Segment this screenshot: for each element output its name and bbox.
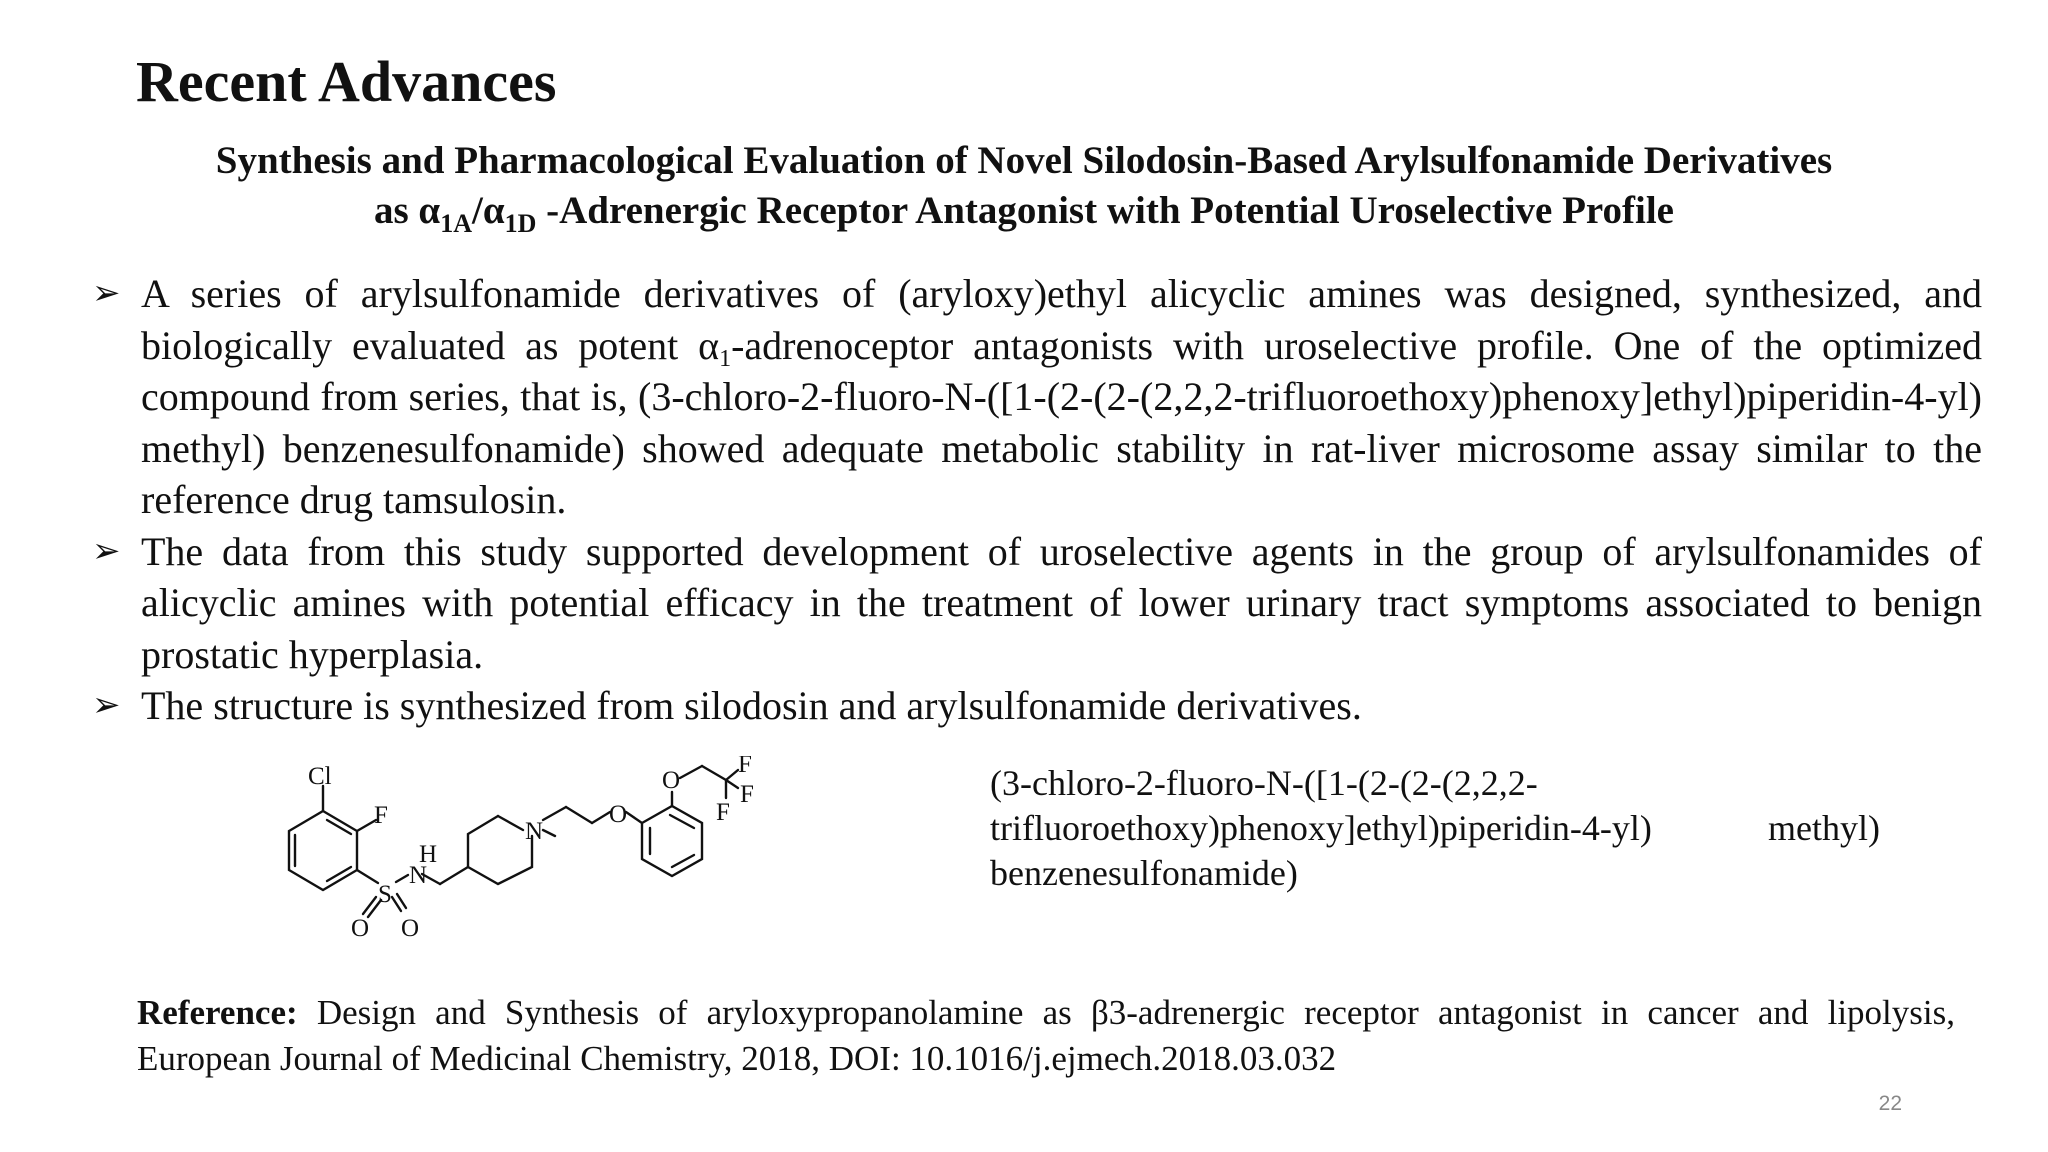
atom-f-label: F	[374, 802, 388, 829]
slide-title: Recent Advances	[136, 49, 557, 114]
bullet-item-3	[92, 680, 1982, 732]
paper-title	[100, 136, 1948, 236]
atom-s-label: S	[378, 881, 392, 908]
reference	[137, 990, 1955, 1082]
page-number: 22	[1878, 1092, 1902, 1115]
atom-n-amide-label: N	[409, 862, 428, 889]
atom-o-ether-label: O	[609, 801, 628, 828]
arrow-bullet-icon: ➢	[92, 530, 121, 571]
atom-f-label: F	[716, 799, 730, 826]
atom-f-label: F	[740, 781, 754, 808]
bullet-subscript: 1	[719, 345, 732, 372]
bullet-list	[92, 268, 1982, 732]
title-prefix: as α	[374, 189, 441, 232]
atom-o-ether-label: O	[662, 767, 681, 794]
bullet-text: The structure is synthesized from silodosin and arylsulfonamide derivatives.	[141, 683, 1362, 728]
chemical-structure	[268, 756, 808, 956]
atom-h-label: H	[419, 841, 438, 868]
atom-cl-label: Cl	[308, 763, 332, 790]
title-suffix: -Adrenergic Receptor Antagonist with Potential Uroselective Profile	[536, 189, 1674, 232]
reference-text: Design and Synthesis of aryloxypropanolamine as β3-adrenergic receptor antagonist in cancer and lipolysis, European Journal of Medicinal Chemistry, 2018, DOI: 10.1016/j.ejmech.2018.03.032	[137, 993, 1955, 1078]
bullet-text-cont: -adrenoceptor antagonists with uroselective profile. One of the optimized compound from series, that is, (3-chloro-2-fluoro-N-([1-(2-(2-(2,2,2-trifluoroethoxy)phenoxy]ethyl)piperidin-4-yl) methyl) benzenesulfonamide) showed adequate metabolic stability in rat-liver microsome assay similar to the reference drug tamsulosin.	[141, 322, 1982, 522]
compound-name-line-1: (3-chloro-2-fluoro-N-([1-(2-(2-(2,2,2-	[990, 763, 1538, 803]
compound-name-line-2: trifluoroethoxy)phenoxy]ethyl)piperidin-4-yl) methyl)	[990, 808, 1880, 848]
atom-n-ring-label: N	[525, 818, 544, 845]
arrow-bullet-icon: ➢	[92, 273, 121, 313]
atom-f-label: F	[738, 756, 752, 778]
compound-name-line-3: benzenesulfonamide)	[990, 853, 1298, 893]
compound-name	[990, 761, 1880, 896]
bullet-item-1	[92, 268, 1982, 526]
paper-title-line-2	[100, 186, 1948, 236]
reference-label: Reference:	[137, 993, 298, 1032]
paper-title-line-1: Synthesis and Pharmacological Evaluation of Novel Silodosin-Based Arylsulfonamide Derivatives	[215, 139, 1833, 182]
arrow-bullet-icon: ➢	[92, 685, 121, 725]
title-subscript-1a: 1A	[440, 209, 472, 238]
bullet-text: A series of arylsulfonamide derivatives of (aryloxy)ethyl alicyclic amines was designed, synthesized, and biologically evaluated as potent α	[141, 271, 1982, 368]
atom-o-label: O	[401, 915, 420, 942]
title-subscript-1d: 1D	[504, 209, 537, 238]
title-mid: /α	[471, 189, 505, 232]
bullet-item-2	[92, 526, 1982, 681]
atom-o-label: O	[351, 915, 370, 942]
bullet-text: The data from this study supported development of uroselective agents in the group of arylsulfonamides of alicyclic amines with potential efficacy in the treatment of lower urinary tract symptoms associated to benign prostatic hyperplasia.	[141, 528, 1982, 677]
